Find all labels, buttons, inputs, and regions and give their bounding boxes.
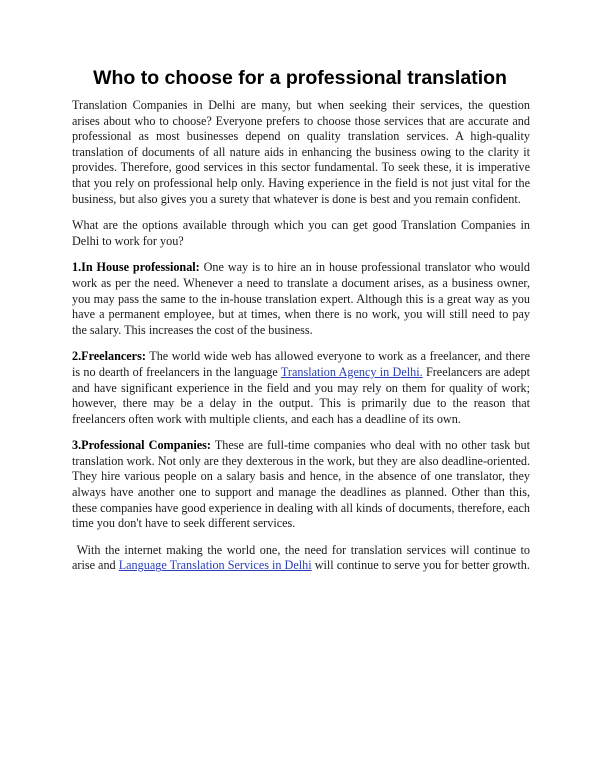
freelancers-text-before: The world wide web has allowed everyone to work as a freelancer, and there is no dearth of freelancers in the language <box>72 349 530 379</box>
in-house-text: One way is to hire an in house professional translator who would work as per the need. Whenever a need to translate a document arises, as a business owner, you may pass the same to the in-house translation expert. Although this is a great way as you have a permanent employee, but at times, when there is no work, you will still need to pay the salary. This increases the cost of the business. <box>72 260 530 337</box>
freelancers-heading: 2.Freelancers: <box>72 349 146 364</box>
closing-text-before: With the internet making the world one, the need for translation services will continue to arise and <box>72 542 531 573</box>
language-translation-services-link[interactable]: Language Translation Services in Delhi <box>118 558 312 573</box>
companies-paragraph <box>72 438 530 532</box>
freelancers-text-after: Freelancers are adept and have significant experience in the field and you may rely on them for quality of work; however, there may be a delay in the output. This is primarily due to the reason that freelancers often work with multiple clients, and each has a deadline of its own. <box>72 364 530 426</box>
question-paragraph: What are the options available through which you can get good Translation Companies in Delhi to work for you? <box>72 218 530 248</box>
closing-text-after: will continue to serve you for better growth. <box>311 558 530 573</box>
document-body <box>72 98 530 585</box>
freelancers-paragraph <box>72 349 530 427</box>
closing-paragraph <box>72 543 530 574</box>
companies-heading: 3.Professional Companies: <box>72 438 211 453</box>
intro-paragraph: Translation Companies in Delhi are many, but when seeking their services, the question arises about who to choose? Everyone prefers to choose those services that are accurate and professional as most businesses depend on quality translation services. A high-quality translation of documents of all nature aids in enhancing the business owing to the clarity it provides. Therefore, good services in this sector fundamental. To seek these, it is imperative that you rely on professional help only. Having experience in the field is not just vital for the business, but also gives you a surety that whatever is done is best and you remain confident. <box>72 98 530 206</box>
in-house-heading: 1.In House professional: <box>72 260 200 275</box>
companies-text: These are full-time companies who deal with no other task but translation work. Not only are they dexterous in the work, but they are also deadline-oriented. They hire various people on a salary basis and hence, in the absence of one translator, they always have another one to support and manage the deadlines as planned. Other than this, these companies have good experience in dealing with all kinds of documents, therefore, each time you don't have to seek different services. <box>72 438 530 531</box>
in-house-paragraph <box>72 260 530 338</box>
page-title: Who to choose for a professional translation <box>93 67 507 89</box>
translation-agency-link[interactable]: Translation Agency in Delhi. <box>280 364 423 379</box>
